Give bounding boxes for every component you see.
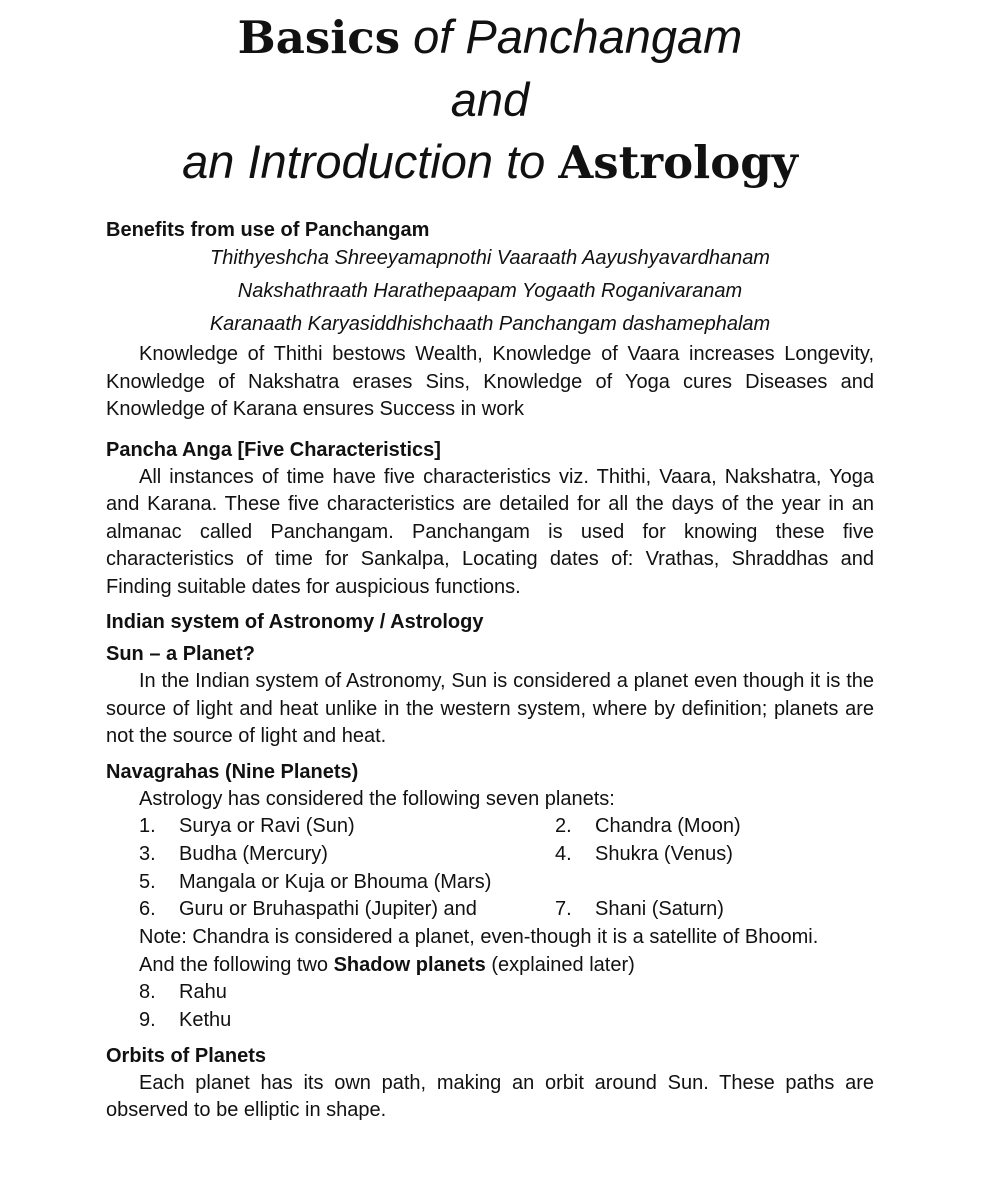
section-heading-navagrahas: Navagrahas (Nine Planets) [106, 760, 359, 783]
benefits-paragraph: Knowledge of Thithi bestows Wealth, Knowledge of Vaara increases Longevity, Knowledge of Nakshatra erases Sins, Knowledge of Yoga cures Diseases and Knowledge of Karana ensures Success in work [106, 343, 874, 420]
section-heading-orbits: Orbits of Planets [106, 1044, 267, 1067]
planet-name: Guru or Bruhaspathi (Jupiter) and [179, 898, 477, 921]
pancha-anga-paragraph: All instances of time have five characteristics viz. Thithi, Vaara, Nakshatra, Yoga and Karana. These five characteristics are detailed for all the days of the year in an almanac called Panchangam. Panchangam is used for knowing these five characteristics of time for Sankalpa, Locating dates of: Vrathas, Shraddhas and Finding suitable dates for auspicious functions. [106, 465, 874, 598]
title-introduction: an Introduction to [182, 135, 559, 188]
shadow-intro-text: And the following two [139, 953, 334, 976]
section-heading-pancha-anga: Pancha Anga [Five Characteristics] [106, 438, 441, 461]
shadow-planet-list [139, 979, 874, 1035]
section-heading-indian-system: Indian system of Astronomy / Astrology [106, 611, 484, 633]
planet-number: 4. [555, 842, 572, 865]
shadow-intro-suffix: (explained later) [485, 953, 635, 976]
shadow-planets-term: Shadow planets [333, 953, 486, 976]
navagrahas-intro: Astrology has considered the following seven planets: [139, 787, 615, 810]
title-astrology: Astrology [558, 136, 798, 189]
section-heading-sun: Sun – a Planet? [106, 643, 255, 665]
planet-name: Shani (Saturn) [595, 898, 724, 921]
planet-list [139, 813, 874, 924]
section-heading-benefits: Benefits from use of Panchangam [106, 219, 430, 241]
planet-row [139, 813, 874, 841]
verse-line-1: Thithyeshcha Shreeyamapnothi Vaaraath Aayushyavardhanam [210, 247, 770, 269]
list-item [139, 1007, 874, 1035]
planet-number: 1. [139, 815, 156, 837]
page-title [106, 6, 874, 194]
planet-name: Mangala or Kuja or Bhouma (Mars) [179, 870, 492, 893]
verse-line-2: Nakshathraath Harathepaapam Yogaath Roganivaranam [237, 280, 743, 302]
planet-number: 5. [139, 870, 156, 893]
planet-name: Chandra (Moon) [595, 815, 741, 837]
shadow-planets-intro [106, 952, 874, 980]
chandra-note: Note: Chandra is considered a planet, even-though it is a satellite of Bhoomi. [139, 926, 819, 949]
planet-number: 3. [139, 842, 156, 865]
verse-line-3: Karanaath Karyasiddhishchaath Panchangam dashamephalam [209, 313, 771, 335]
title-of-panchangam: of Panchangam [400, 10, 743, 63]
planet-name: Surya or Ravi (Sun) [179, 815, 355, 837]
planet-number: 6. [139, 898, 156, 921]
title-line-2: and [450, 73, 530, 126]
planet-name: Budha (Mercury) [179, 842, 328, 865]
planet-row [139, 896, 874, 924]
planet-number: 9. [139, 1008, 156, 1031]
planet-number: 8. [139, 981, 156, 1004]
sun-paragraph: In the Indian system of Astronomy, Sun is considered a planet even though it is the source of light and heat unlike in the western system, where by definition; planets are not the source of light and heat. [106, 670, 874, 747]
list-item [139, 979, 874, 1007]
planet-name: Kethu [179, 1008, 232, 1031]
planet-name: Rahu [179, 981, 227, 1004]
planet-row [139, 869, 874, 897]
title-line-1 [106, 6, 874, 69]
planet-number: 7. [555, 898, 572, 921]
planet-name: Shukra (Venus) [595, 842, 733, 865]
title-basics: Basics [237, 11, 401, 64]
planet-row [139, 841, 874, 869]
planet-number: 2. [555, 815, 572, 837]
document-page [106, 0, 874, 1125]
title-line-3 [106, 131, 874, 194]
orbits-paragraph: Each planet has its own path, making an orbit around Sun. These paths are observed to be elliptic in shape. [106, 1071, 874, 1122]
